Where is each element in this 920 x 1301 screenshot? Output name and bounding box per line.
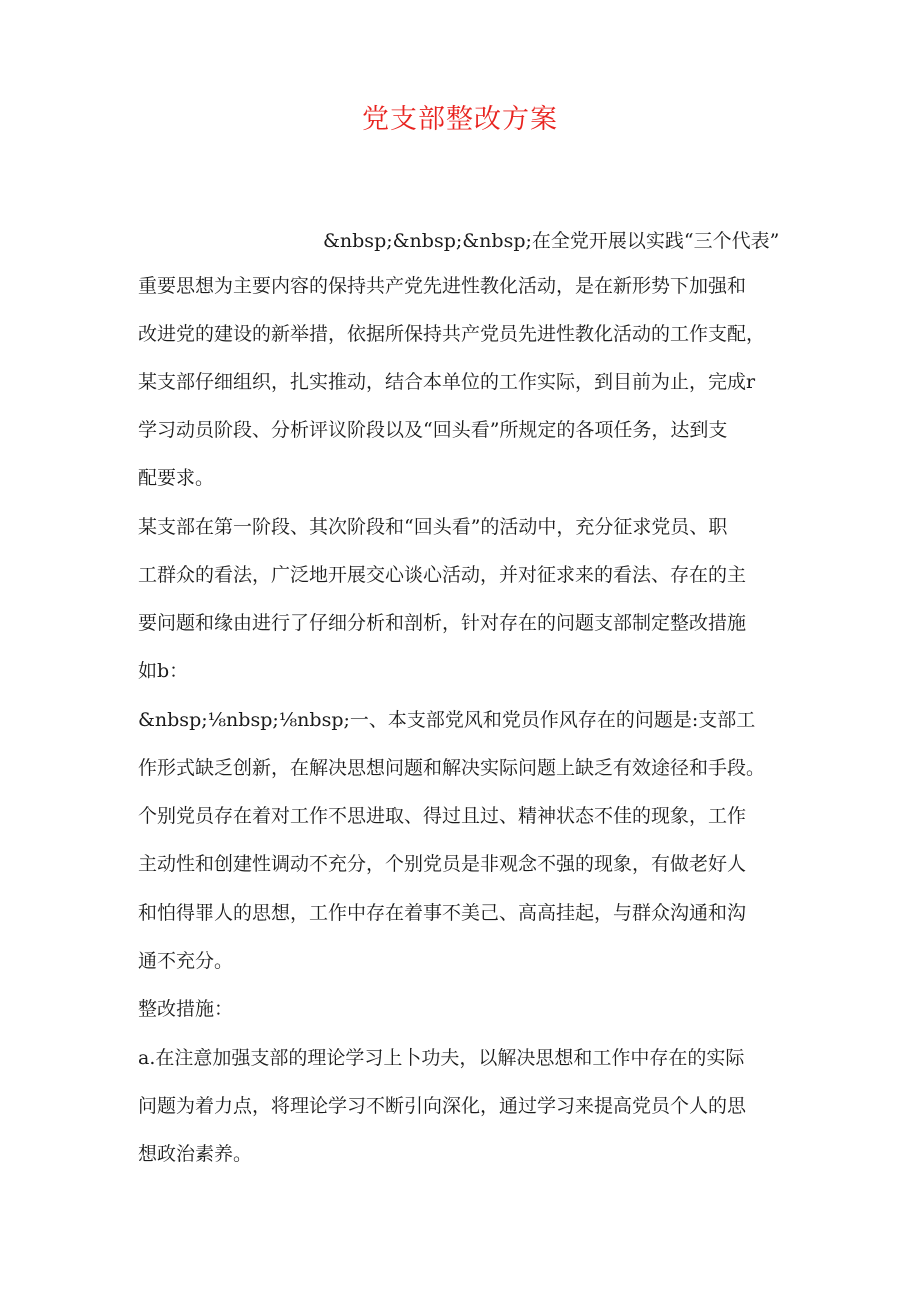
paragraph-line: &nbsp;&nbsp;&nbsp;在全党开展以实践“三个代表” bbox=[323, 230, 780, 252]
paragraph-line: a.在注意加强支部的理论学习上卜功夫，以解决思想和工作中存在的实际 bbox=[138, 1047, 745, 1069]
paragraph-line: 工群众的看法，广泛地开展交心谈心活动，并对征求来的看法、存在的主 bbox=[138, 564, 747, 586]
document-title: 党支部整改方案 bbox=[362, 104, 558, 135]
paragraph-line: 某支部在第一阶段、其次阶段和“回头看”的活动中，充分征求党员、职 bbox=[138, 516, 728, 538]
paragraph-line: 个别党员存在着对工作不思进取、得过且过、精神状态不佳的现象，工作 bbox=[138, 805, 747, 827]
paragraph-line: 想政治素养。 bbox=[138, 1143, 253, 1165]
paragraph-line: &nbsp;⅛nbsp;⅛nbsp;一、本支部党风和党员作风存在的问题是:支部工 bbox=[138, 709, 756, 731]
paragraph-line: 通不充分。 bbox=[138, 950, 234, 972]
paragraph-line: 配要求。 bbox=[138, 467, 215, 489]
paragraph-line: 某支部仔细组织，扎实推动，结合本单位的工作实际，到目前为止，完成r bbox=[138, 371, 756, 393]
paragraph-line: 重要思想为主要内容的保持共产党先进性教化活动，是在新形势下加强和 bbox=[138, 275, 747, 297]
paragraph-line: 作形式缺乏创新，在解决思想问题和解决实际问题上缺乏有效途径和手段。 bbox=[138, 757, 766, 779]
paragraph-line: 学习动员阶段、分析评议阶段以及“回头看”所规定的各项任务，达到支 bbox=[138, 419, 728, 441]
paragraph-line: 和怕得罪人的思想，工作中存在着事不美己、高高挂起，与群众沟通和沟 bbox=[138, 902, 747, 924]
paragraph-line: 整改措施： bbox=[138, 998, 234, 1020]
paragraph-line: 要问题和缘由进行了仔细分析和剖析，针对存在的问题支部制定整改措施 bbox=[138, 612, 747, 634]
paragraph-line: 改进党的建设的新举措，依据所保持共产党员先进性教化活动的工作支配， bbox=[138, 323, 766, 345]
paragraph-line: 主动性和创建性调动不充分，个别党员是非观念不强的现象，有做老好人 bbox=[138, 853, 747, 875]
paragraph-line: 如b： bbox=[138, 660, 189, 682]
paragraph-line: 问题为着力点，将理论学习不断引向深化，通过学习来提高党员个人的思 bbox=[138, 1095, 747, 1117]
